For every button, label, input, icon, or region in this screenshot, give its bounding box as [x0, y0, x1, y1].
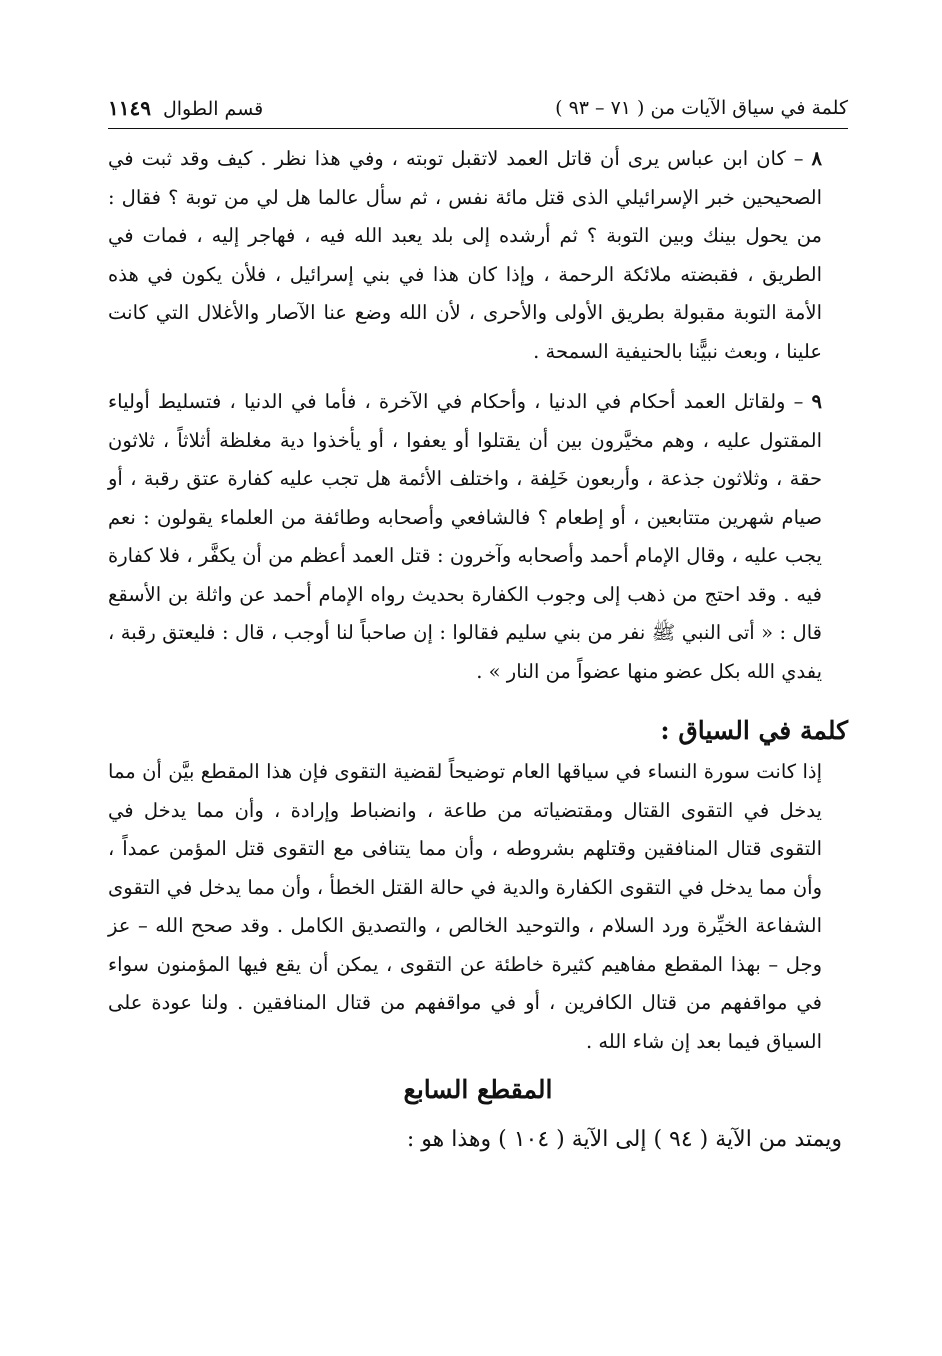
page-number: ١١٤٩: [108, 96, 151, 120]
paragraph-8: [108, 140, 848, 371]
next-section-heading: المقطع السابع: [403, 1075, 553, 1104]
section-heading: كلمة في السياق :: [660, 716, 848, 745]
chapter-title: كلمة في سياق الآيات من ( ٧١ – ٩٣ ): [555, 97, 848, 119]
page-body: [108, 140, 848, 1163]
next-section-intro: ويمتد من الآية ( ٩٤ ) إلى الآية ( ١٠٤ ) وهذا هو :: [406, 1127, 842, 1152]
page-header: [108, 88, 848, 129]
paragraph-9: [108, 383, 848, 691]
section-title: قسم الطوال: [162, 98, 264, 120]
paragraph-text: – ولقاتل العمد أحكام في الدنيا ، وأحكام في الآخرة ، فأما في الدنيا ، فتسليط أولياء المقتول عليه ، وهم مخيَّرون بين أن يقتلوا أو يعفوا ، أو يأخذوا دية مغلظة أثلاثاً ، ثلاثون حقة ، وثلاثون جذعة ، وأربعون خَلِفة ، واختلف الأئمة هل تجب عليه كفارة عتق رقبة ، أو صيام شهرين متتابعين ، أو إطعام ؟ فالشافعي وأصحابه وطائفة من العلماء يقولون : نعم يجب عليه ، وقال الإمام أحمد وأصحابه وآخرون : قتل العمد أعظم من أن يكفَّر ، فلا كفارة فيه . وقد احتج من ذهب إلى وجوب الكفارة بحديث رواه الإمام أحمد عن واثلة بن الأسقع قال : « أتى النبي ﷺ نفر من بني سليم فقالوا : إن صاحباً لنا أوجب ، قال : فليعتق رقبة ، يفدي الله بكل عضو منها عضواً من النار » .: [108, 390, 822, 683]
paragraph-number: ٨: [811, 147, 823, 170]
context-paragraph: إذا كانت سورة النساء في سياقها العام توضيحاً لقضية التقوى فإن هذا المقطع بيَّن أن مما يدخل في التقوى القتال ومقتضياته من طاعة ، وانضباط وإرادة ، وأن مما يدخل في التقوى قتال المنافقين وقتلهم بشروطه ، وأن مما يتنافى مع التقوى قتل المؤمن عمداً ، وأن مما يدخل في التقوى الكفارة والدية في حالة القتل الخطأ ، وأن مما يدخل في التقوى الشفاعة الخيِّرة ورد السلام ، والتوحيد الخالص ، والتصديق الكامل . وقد صحح الله – عز وجل – بهذا المقطع مفاهيم كثيرة خاطئة عن التقوى ، يمكن أن يقع فيها المؤمنون سواء في مواقفهم من قتال الكافرين ، أو في مواقفهم من قتال المنافقين . ولنا عودة على السياق فيما بعد إن شاء الله .: [108, 760, 822, 1053]
header-section-info: [108, 96, 263, 120]
paragraph-text: – كان ابن عباس يرى أن قاتل العمد لاتقبل توبته ، وفي هذا نظر . كيف وقد ثبت في الصحيحين خبر الإسرائيلي الذى قتل مائة نفس ، ثم سأل عالما هل لي من توبة ؟ فقال : من يحول بينك وبين التوبة ؟ ثم أرشده إلى بلد يعبد الله فيه ، فهاجر إليه ، فمات في الطريق ، فقبضته ملائكة الرحمة ، وإذا كان هذا في بني إسرائيل ، فلأن يكون في هذه الأمة التوبة مقبولة بطريق الأولى والأحرى ، لأن الله وضع عنا الآصار والأغلال التي كانت علينا ، وبعث نبيًّنا بالحنيفية السمحة .: [108, 147, 822, 363]
paragraph-number: ٩: [811, 390, 823, 413]
